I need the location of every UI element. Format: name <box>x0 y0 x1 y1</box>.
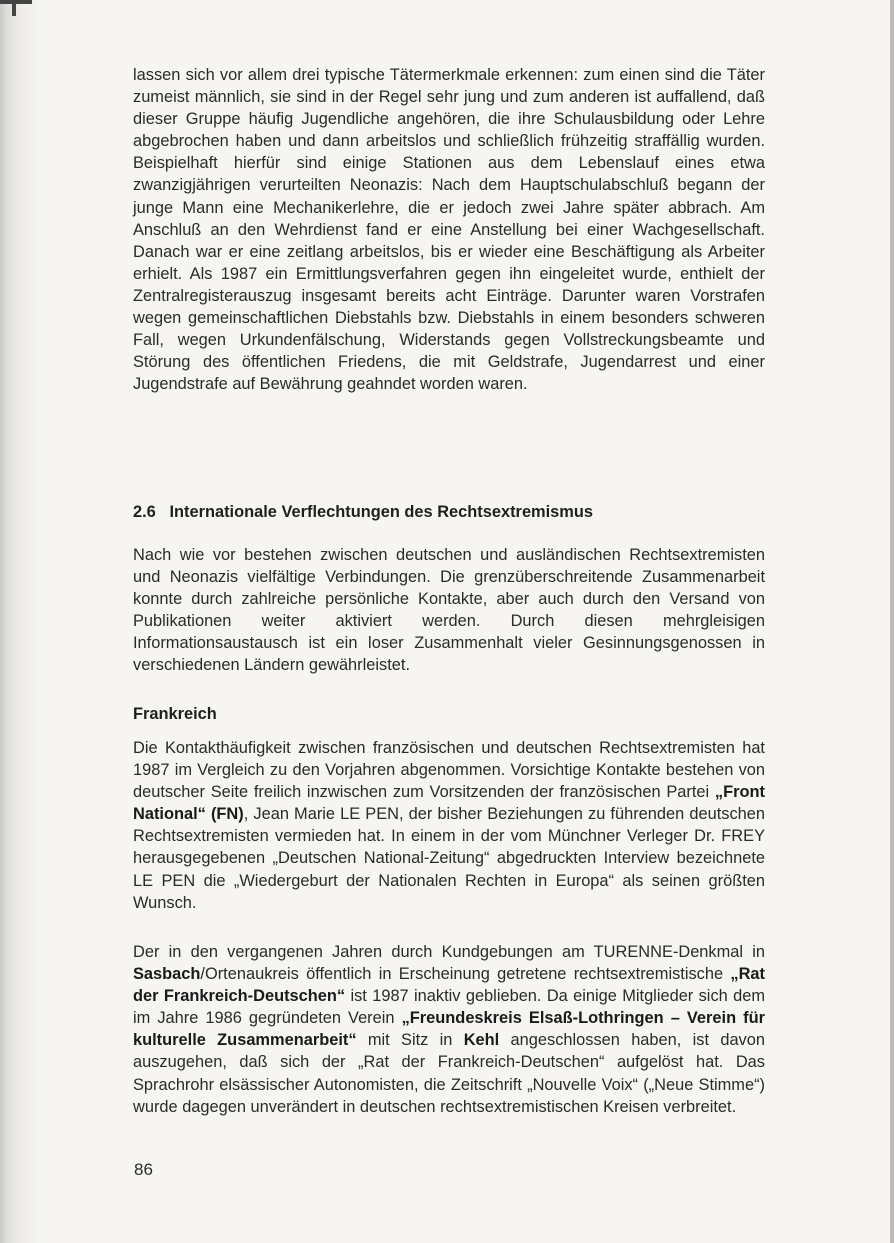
body-paragraph-3 <box>133 737 765 914</box>
bold-term: Kehl <box>463 1031 500 1050</box>
section-heading: 2.6 Internationale Verflechtungen des Rechtsextremismus <box>133 503 594 521</box>
bold-term: „Freundeskreis Elsaß-Lothringen – Verein für kulturelle Zusammenarbeit“ <box>133 1009 765 1050</box>
corner-mark <box>0 0 32 4</box>
page-number: 86 <box>134 1160 153 1179</box>
paragraph-text: Der in den vergangenen Jahren durch Kundgebungen am TURENNE-Denkmal in Sasbach/Ortenaukreis öffentlich in Erscheinung getretene rechtsextremistische „Rat der Frankreich-Deutschen“ ist 1987 inaktiv geblieben. Da einige Mitglieder sich dem im Jahre 1986 gegründeten Verein „Freundeskreis Elsaß-Lothringen – Verein für kulturelle Zusammenarbeit“ mit Sitz in Kehl angeschlossen haben, ist davon auszugehen, daß sich der „Rat der Frankreich-Deutschen“ aufgelöst hat. Das Sprachrohr elsässischer Autonomisten, die Zeitschrift „Nouvelle Voix“ („Neue Stimme“) wurde dagegen unverändert in deutschen rechtsextremistischen Kreisen verbreitet. <box>133 943 765 1116</box>
body-paragraph-1 <box>133 64 765 395</box>
bold-term: Sasbach <box>133 965 201 984</box>
bold-term: „Front National“ (FN) <box>133 783 765 824</box>
body-paragraph-2 <box>133 544 765 677</box>
paragraph-text: Nach wie vor bestehen zwischen deutschen und ausländischen Rechtsextremisten und Neonazis vielfältige Verbindungen. Die grenzüberschreitende Zusammenarbeit konnte durch zahlreiche persönliche Kontakte, aber auch durch den Versand von Publikationen weiter aktiviert werden. Durch diesen mehrgleisigen Informationsaustausch ist ein loser Zusammenhalt vieler Gesinnungsgenossen in verschiedenen Ländern gewährleistet. <box>133 546 765 675</box>
bold-term: „Rat der Frankreich-Deutschen“ <box>133 965 765 1006</box>
page-right-edge <box>890 0 894 1243</box>
paragraph-text: Die Kontakthäufigkeit zwischen französischen und deutschen Rechtsextremisten hat 1987 im Vergleich zu den Vorjahren abgenommen. Vorsichtige Kontakte bestehen von deutscher Seite freilich inzwischen zum Vorsitzenden der französischen Partei „Front National“ (FN), Jean Marie LE PEN, der bisher Beziehungen zu führenden deutschen Rechtsextremisten vermieden hat. In einem in der vom Münchner Verleger Dr. FREY herausgegebenen „Deutschen National-Zeitung“ abgedruckten Interview bezeichnete LE PEN die „Wiedergeburt der Nationalen Rechten in Europa“ als seinen größten Wunsch. <box>133 739 765 912</box>
corner-mark-vertical <box>12 0 16 16</box>
binding-shadow <box>0 0 40 1243</box>
body-paragraph-4 <box>133 941 765 1118</box>
subheading-frankreich: Frankreich <box>133 705 217 723</box>
paragraph-text: lassen sich vor allem drei typische Tätermerkmale erkennen: zum einen sind die Täter zumeist männlich, sie sind in der Regel sehr jung und zum anderen ist auffallend, daß dieser Gruppe häufig Jugendliche angehören, die ihre Schulausbildung oder Lehre abgebrochen haben und dann arbeitslos und schließlich frühzeitig straffällig wurden. Beispielhaft hierfür sind einige Stationen aus dem Lebenslauf eines etwa zwanzigjährigen verurteilten Neonazis: Nach dem Hauptschulabschluß begann der junge Mann eine Mechanikerlehre, die er jedoch zwei Jahre später abbrach. Am Anschluß an den Wehrdienst fand er eine Anstellung bei einer Wachgesellschaft. Danach war er eine zeitlang arbeitslos, bis er wieder eine Beschäftigung als Arbeiter erhielt. Als 1987 ein Ermittlungsverfahren gegen ihn eingeleitet wurde, enthielt der Zentralregisterauszug insgesamt bereits acht Einträge. Darunter waren Vorstrafen wegen gemeinschaftlichen Diebstahls bzw. Diebstahls in einem besonders schweren Fall, wegen Urkundenfälschung, Widerstands gegen Vollstreckungsbeamte und Störung des öffentlichen Friedens, die mit Geldstrafe, Jugendarrest und einer Jugendstrafe auf Bewährung geahndet worden waren. <box>133 66 765 394</box>
